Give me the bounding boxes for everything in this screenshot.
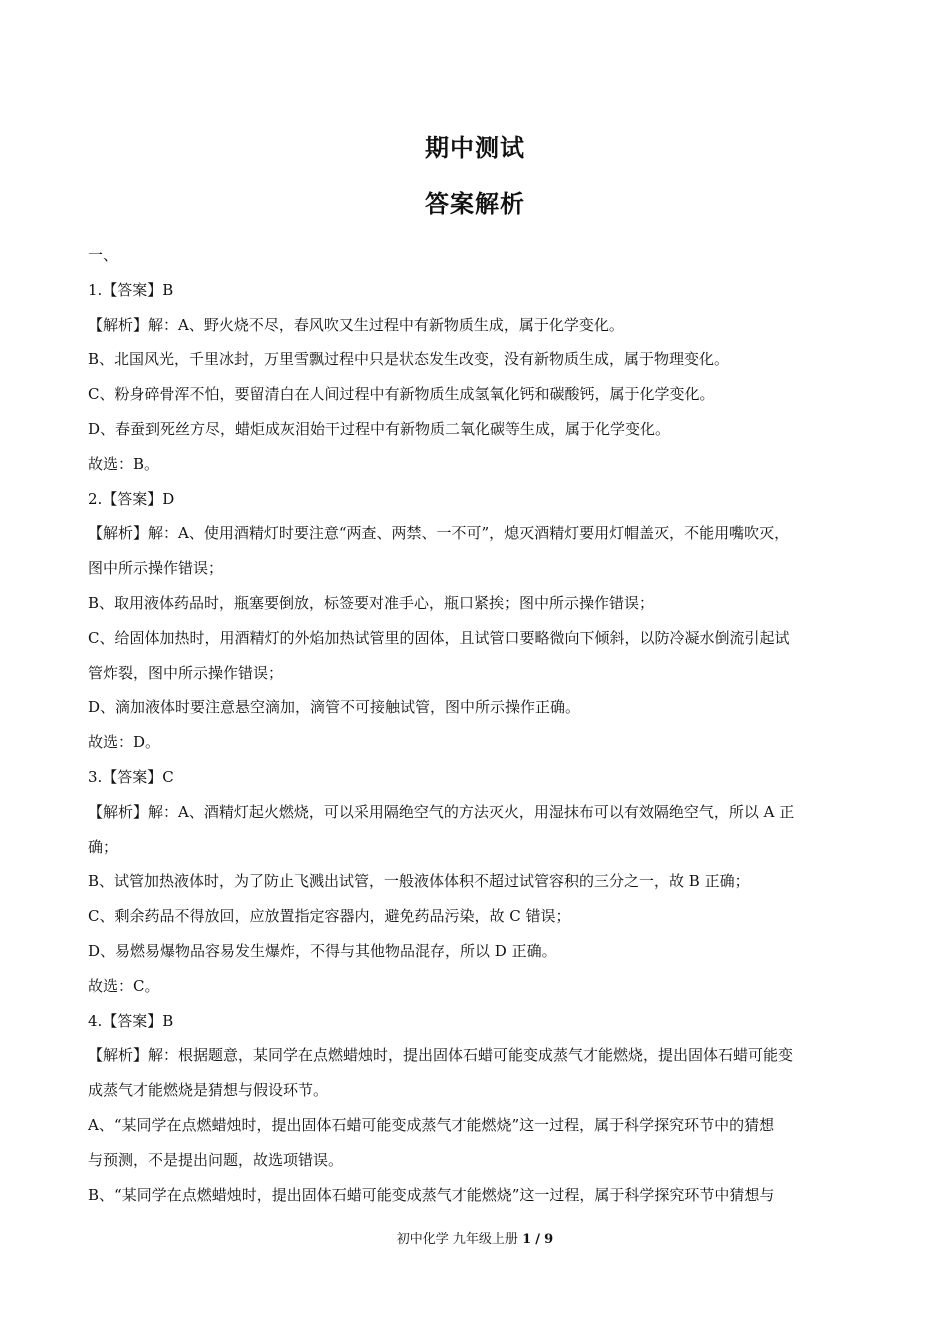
answer-body (88, 238, 866, 1212)
answer-lines (88, 273, 866, 1213)
text-line: 确； (88, 837, 119, 856)
text-line: B、试管加热液体时，为了防止飞溅出试管，一般液体体积不超过试管容积的三分之一，故 B 正确； (88, 872, 750, 891)
text-line: 故选：D。 (88, 733, 161, 752)
page-title: 期中测试 (425, 134, 525, 162)
text-line: 故选：B。 (88, 454, 160, 473)
text-line: D、滴加液体时要注意悬空滴加，滴管不可接触试管，图中所示操作正确。 (88, 698, 581, 717)
text-line: A、“某同学在点燃蜡烛时，提出固体石蜡可能变成蒸气才能燃烧”这一过程，属于科学探究环节中的猜想 (88, 1115, 775, 1134)
text-line: 4.【答案】B (88, 1011, 174, 1030)
text-line: 管炸裂，图中所示操作错误； (88, 663, 284, 682)
footer-page-number: 1 (522, 1232, 532, 1247)
page-footer (0, 1228, 950, 1247)
page-subtitle: 答案解析 (425, 190, 525, 218)
text-line: 成蒸气才能燃烧是猜想与假设环节。 (88, 1081, 329, 1100)
text-line: C、粉身碎骨浑不怕，要留清白在人间过程中有新物质生成氢氧化钙和碳酸钙，属于化学变化。 (88, 385, 715, 404)
text-line: C、给固体加热时，用酒精灯的外焰加热试管里的固体，且试管口要略微向下倾斜，以防冷凝水倒流引起试 (88, 628, 790, 647)
text-line: D、易燃易爆物品容易发生爆炸，不得与其他物品混存，所以 D 正确。 (88, 941, 557, 960)
text-line: 【解析】解：A、使用酒精灯时要注意“两查、两禁、一不可”，熄灭酒精灯要用灯帽盖灭，不能用嘴吹灭， (88, 524, 790, 543)
text-line: 与预测，不是提出问题，故选项错误。 (88, 1150, 344, 1169)
text-line: B、北国风光，千里冰封，万里雪飘过程中只是状态发生改变，没有新物质生成，属于物理变化。 (88, 350, 730, 369)
text-line: C、剩余药品不得放回，应放置指定容器内，避免药品污染，故 C 错误； (88, 907, 571, 926)
text-line: 故选：C。 (88, 976, 160, 995)
text-line: 图中所示操作错误； (88, 559, 224, 578)
footer-separator: / (535, 1232, 541, 1247)
footer-label: 初中化学 九年级上册 (396, 1232, 518, 1247)
text-line: 【解析】解：A、野火烧不尽，春风吹又生过程中有新物质生成，属于化学变化。 (88, 315, 624, 334)
footer-total-pages: 9 (544, 1232, 554, 1247)
text-line: 2.【答案】D (88, 489, 175, 508)
text-line: B、取用液体药品时，瓶塞要倒放，标签要对准手心，瓶口紧挨；图中所示操作错误； (88, 593, 655, 612)
text-line: 3.【答案】C (88, 767, 174, 786)
text-line: B、“某同学在点燃蜡烛时，提出固体石蜡可能变成蒸气才能燃烧”这一过程，属于科学探究环节中猜想与 (88, 1185, 775, 1204)
text-line: 【解析】解：根据题意，某同学在点燃蜡烛时，提出固体石蜡可能变成蒸气才能燃烧，提出固体石蜡可能变 (88, 1046, 794, 1065)
text-line: 1.【答案】B (88, 280, 174, 299)
section-heading: 一、 (88, 246, 119, 264)
text-line: D、春蚕到死丝方尽，蜡炬成灰泪始干过程中有新物质二氧化碳等生成，属于化学变化。 (88, 419, 671, 438)
text-line: 【解析】解：A、酒精灯起火燃烧，可以采用隔绝空气的方法灭火，用湿抹布可以有效隔绝空气，所以 A 正 (88, 802, 795, 821)
